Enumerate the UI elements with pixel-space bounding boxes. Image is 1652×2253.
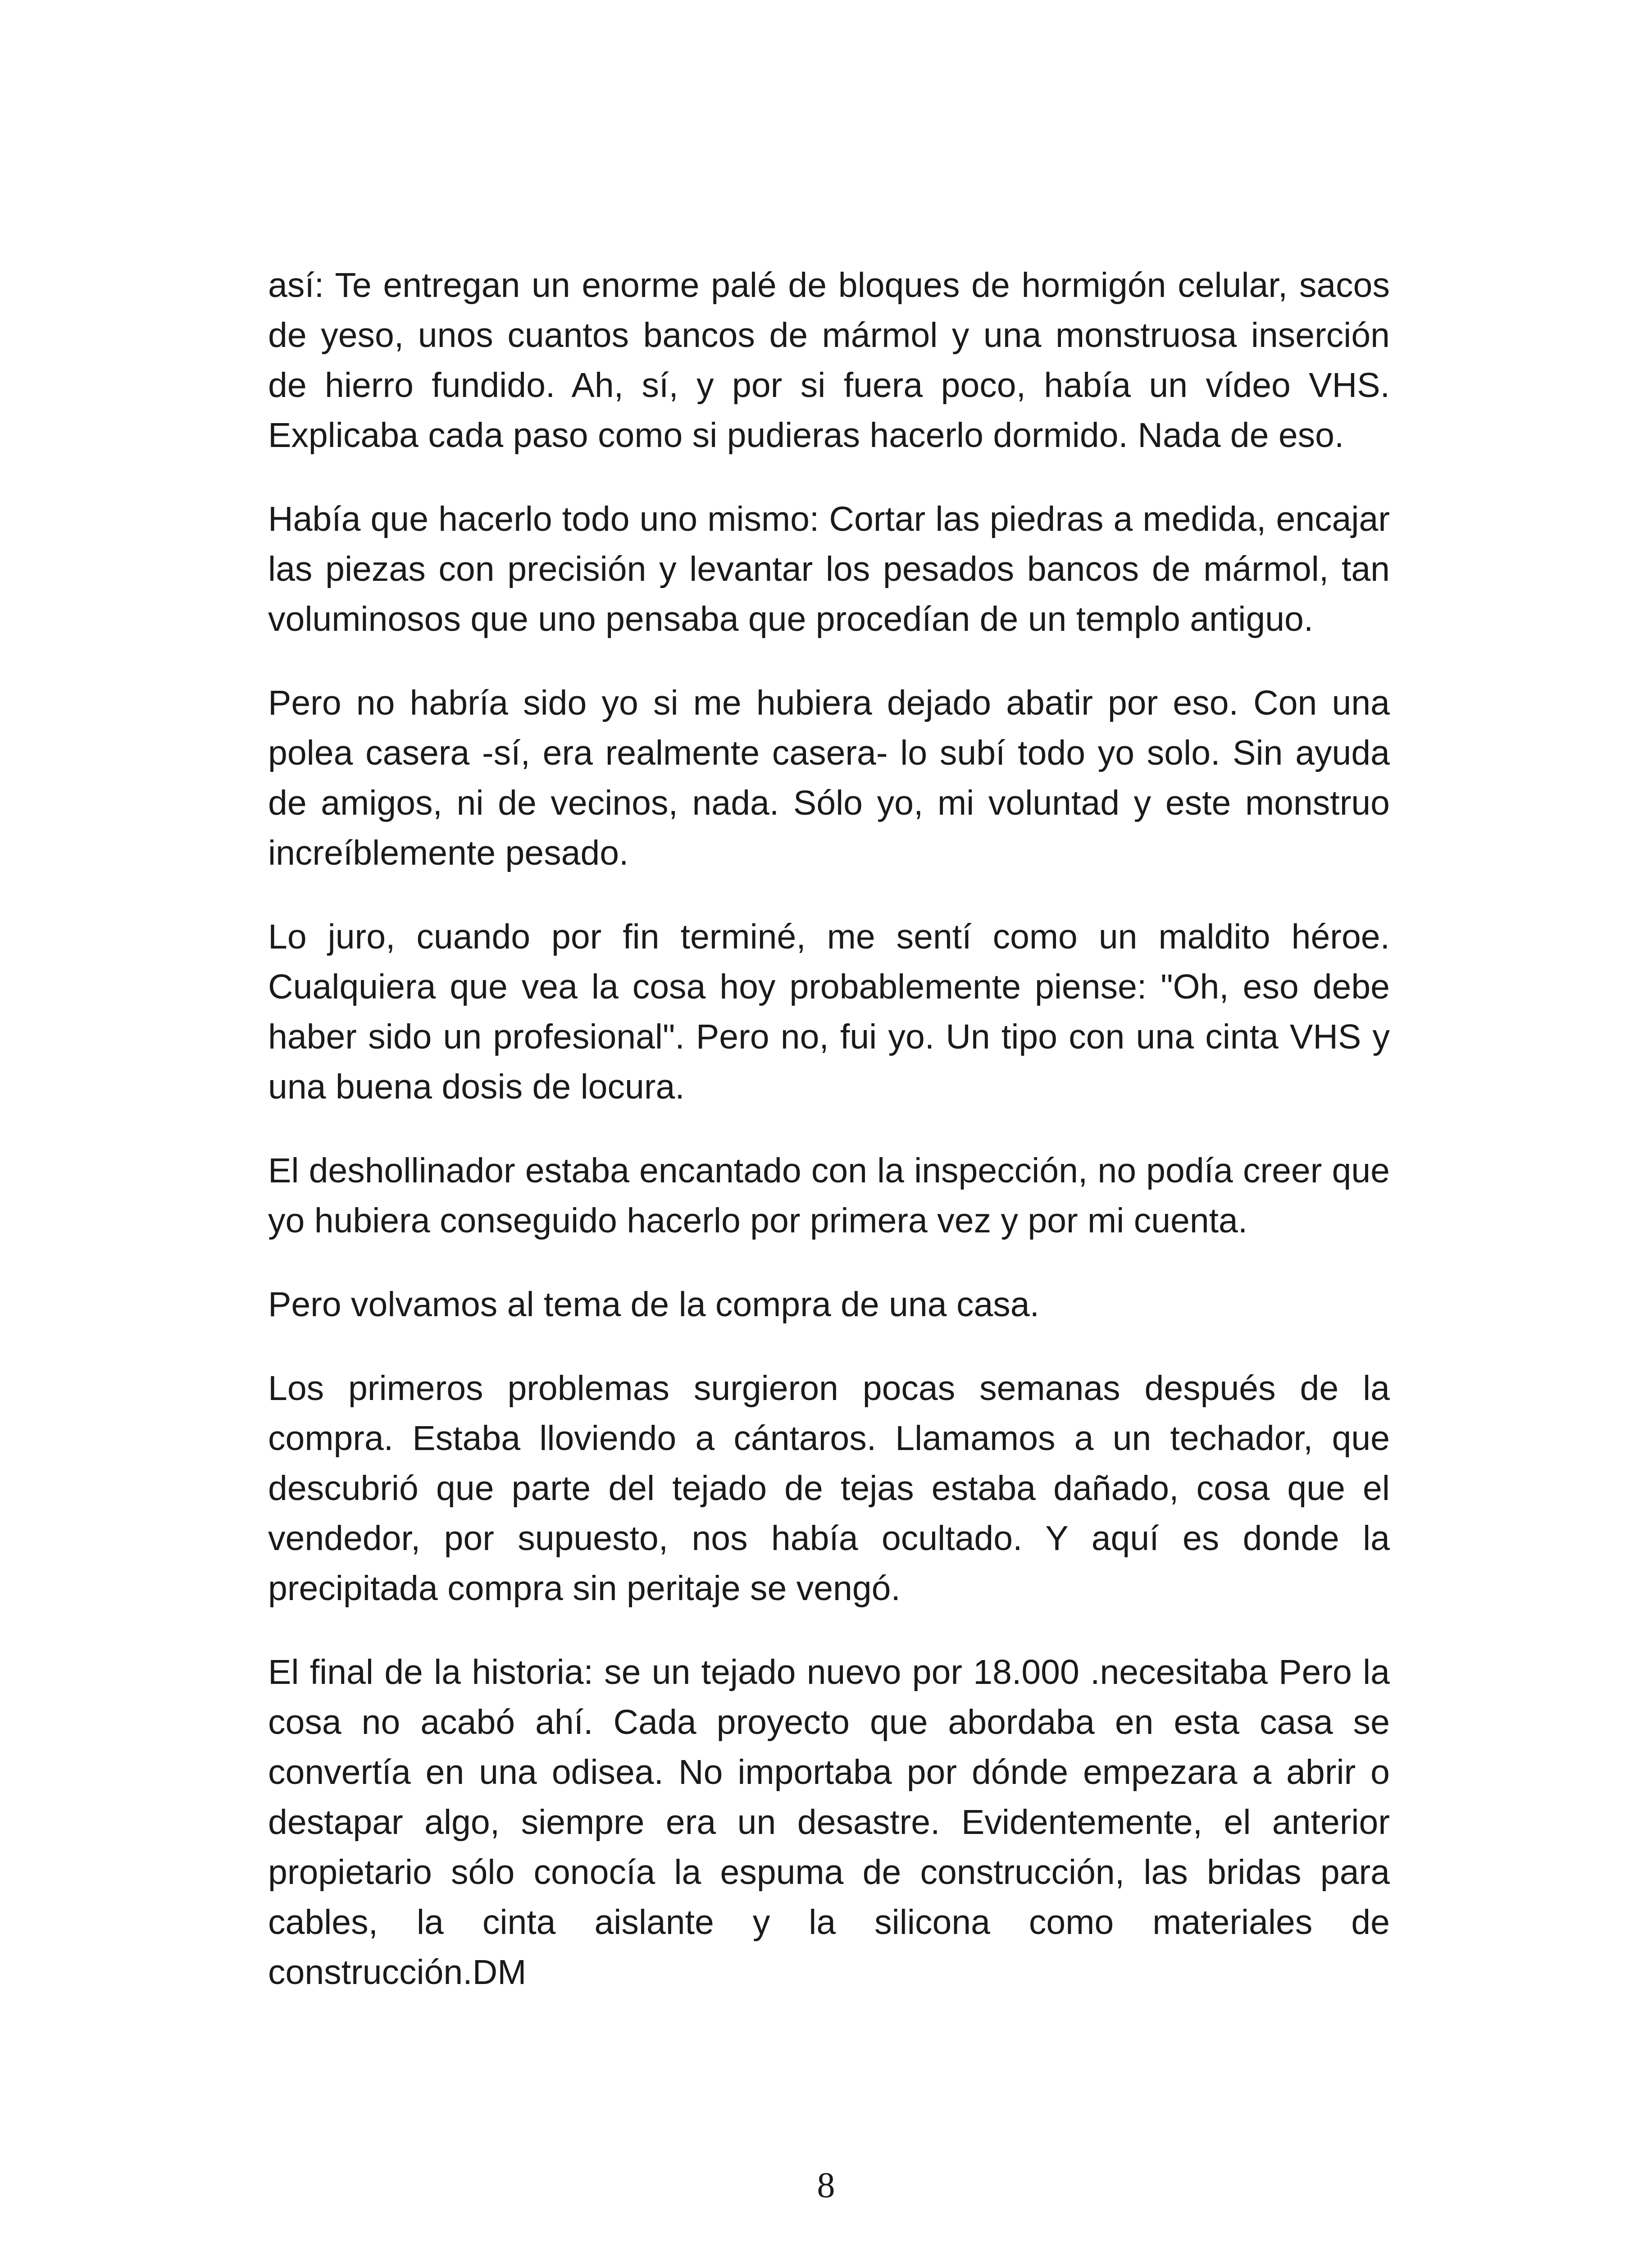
page-number: 8 <box>817 2166 835 2205</box>
paragraph-1: así: Te entregan un enorme palé de bloques de hormigón celular, sacos de yeso, unos cuantos bancos de mármol y una monstruosa inserción de hierro fundido. Ah, sí, y por si fuera poco, había un vídeo VHS. Explicaba cada paso como si pudieras hacerlo dormido. Nada de eso. <box>268 266 1390 455</box>
paragraph-3: Pero no habría sido yo si me hubiera dejado abatir por eso. Con una polea casera -sí, era realmente casera- lo subí todo yo solo. Sin ayuda de amigos, ni de vecinos, nada. Sólo yo, mi voluntad y este monstruo increíblemente pesado. <box>268 684 1390 872</box>
paragraph-5: El deshollinador estaba encantado con la inspección, no podía creer que yo hubiera conseguido hacerlo por primera vez y por mi cuenta. <box>268 1151 1390 1240</box>
paragraph-7: Los primeros problemas surgieron pocas semanas después de la compra. Estaba lloviendo a cántaros. Llamamos a un techador, que descubrió que parte del tejado de tejas estaba dañado, cosa que el vendedor, por supuesto, nos había ocultado. Y aquí es donde la precipitada compra sin peritaje se vengó. <box>268 1369 1390 1608</box>
paragraph-8: El final de la historia: se un tejado nuevo por 18.000 .necesitaba Pero la cosa no acabó ahí. Cada proyecto que abordaba en esta casa se convertía en una odisea. No importaba por dónde empezara a abrir o destapar algo, siempre era un desastre. Evidentemente, el anterior propietario sólo conocía la espuma de construcción, las bridas para cables, la cinta aislante y la silicona como materiales de construcción.DM <box>268 1653 1390 1992</box>
body-text <box>268 260 1390 2031</box>
paragraph-2: Había que hacerlo todo uno mismo: Cortar las piedras a medida, encajar las piezas con precisión y levantar los pesados bancos de mármol, tan voluminosos que uno pensaba que procedían de un templo antiguo. <box>268 500 1390 639</box>
paragraph-4: Lo juro, cuando por fin terminé, me sentí como un maldito héroe. Cualquiera que vea la cosa hoy probablemente piense: "Oh, eso debe haber sido un profesional". Pero no, fui yo. Un tipo con una cinta VHS y una buena dosis de locura. <box>268 917 1390 1106</box>
paragraph-6: Pero volvamos al tema de la compra de una casa. <box>268 1285 1040 1324</box>
